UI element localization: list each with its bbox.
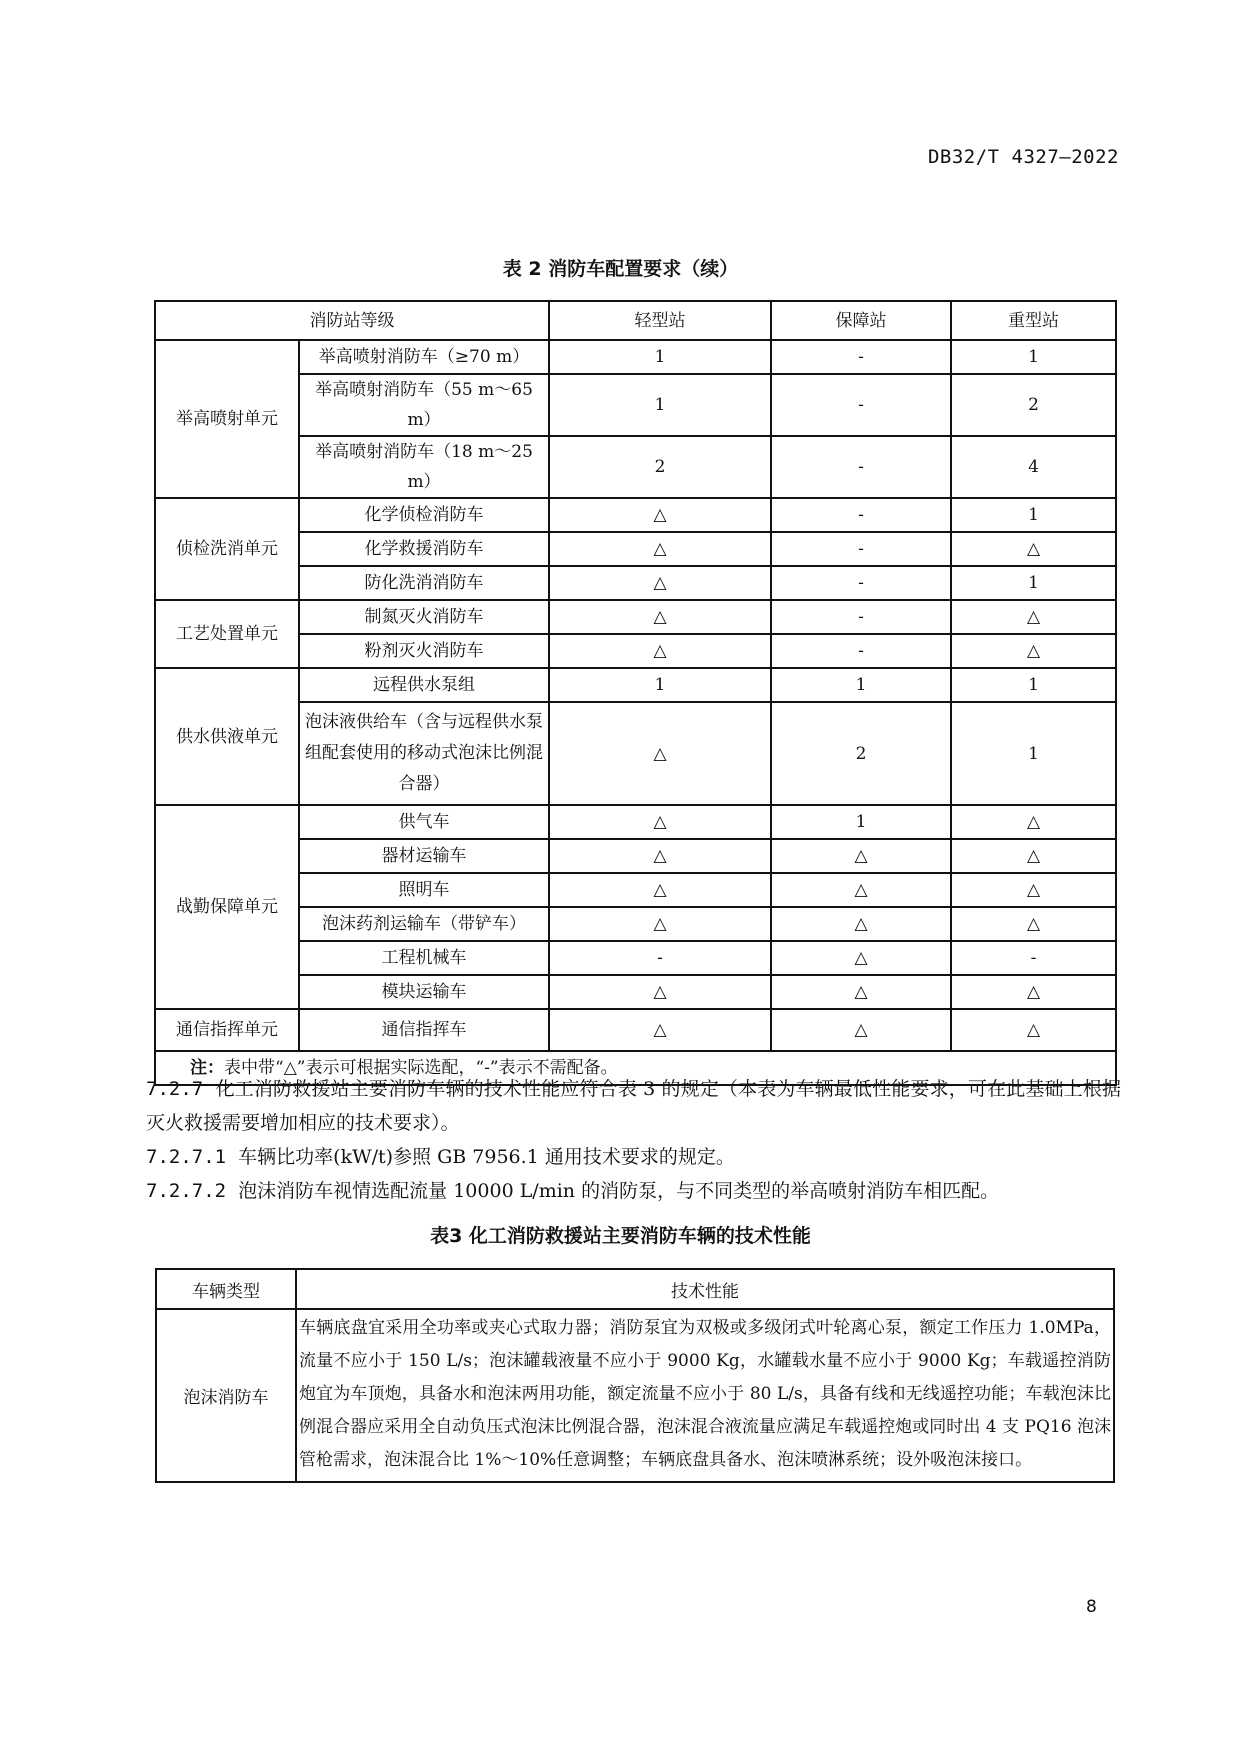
unit-cell: 举高喷射单元 <box>155 340 299 498</box>
support-cell: △ <box>771 975 951 1009</box>
light-cell: 2 <box>549 436 771 498</box>
support-cell: - <box>771 340 951 374</box>
clause-text: 化工消防救援站主要消防车辆的技术性能应符合表 3 的规定（本表为车辆最低性能要求，可在此基础上根据灭火救援需要增加相应的技术要求）。 <box>146 1078 1121 1134</box>
unit-cell: 侦检洗消单元 <box>155 498 299 600</box>
vehicle-cell: 通信指挥车 <box>299 1009 549 1051</box>
support-cell: △ <box>771 941 951 975</box>
table2-title: 表 2 消防车配置要求（续） <box>502 258 739 280</box>
table-header-row <box>155 301 1116 340</box>
table-row <box>155 436 1116 498</box>
vehicle-cell: 举高喷射消防车（55 m～65 m） <box>299 374 549 436</box>
light-cell: △ <box>549 498 771 532</box>
vehicle-cell: 防化洗消消防车 <box>299 566 549 600</box>
header-heavy-station: 重型站 <box>951 301 1116 340</box>
clause-text: 车辆比功率(kW/t)参照 GB 7956.1 通用技术要求的规定。 <box>238 1146 735 1168</box>
table-row <box>155 600 1116 634</box>
table-row <box>155 975 1116 1009</box>
heavy-cell: △ <box>951 839 1116 873</box>
unit-cell: 工艺处置单元 <box>155 600 299 668</box>
vehicle-cell: 供气车 <box>299 805 549 839</box>
clause-number: 7.2.7 <box>146 1078 204 1100</box>
support-cell: - <box>771 532 951 566</box>
table-row <box>155 805 1116 839</box>
clause-number: 7.2.7.1 <box>146 1146 227 1168</box>
vehicle-cell: 模块运输车 <box>299 975 549 1009</box>
support-cell: △ <box>771 1009 951 1051</box>
support-cell: △ <box>771 839 951 873</box>
light-cell: △ <box>549 873 771 907</box>
heavy-cell: △ <box>951 805 1116 839</box>
table2-fire-truck-configuration <box>154 300 1117 1086</box>
clause-number: 7.2.7.2 <box>146 1180 227 1202</box>
note-text: 表中带“△”表示可根据实际选配，“-”表示不需配备。 <box>224 1058 618 1078</box>
table-row <box>156 1309 1114 1482</box>
vehicle-cell: 举高喷射消防车（18 m～25 m） <box>299 436 549 498</box>
light-cell: △ <box>549 975 771 1009</box>
heavy-cell: 2 <box>951 374 1116 436</box>
header-support-station: 保障站 <box>771 301 951 340</box>
table-row <box>155 1009 1116 1051</box>
light-cell: △ <box>549 805 771 839</box>
table-row <box>155 532 1116 566</box>
unit-cell: 供水供液单元 <box>155 668 299 805</box>
vehicle-cell: 化学侦检消防车 <box>299 498 549 532</box>
header-vehicle-type: 车辆类型 <box>156 1269 296 1309</box>
heavy-cell: △ <box>951 600 1116 634</box>
light-cell: △ <box>549 1009 771 1051</box>
paragraph-7-2-7-2 <box>146 1174 1121 1208</box>
table-row <box>155 566 1116 600</box>
light-cell: △ <box>549 600 771 634</box>
table-row <box>155 498 1116 532</box>
vehicle-cell: 器材运输车 <box>299 839 549 873</box>
table-row <box>155 702 1116 805</box>
header-technical-performance: 技术性能 <box>296 1269 1114 1309</box>
heavy-cell: △ <box>951 907 1116 941</box>
vehicle-cell: 照明车 <box>299 873 549 907</box>
table-row <box>155 907 1116 941</box>
heavy-cell: 1 <box>951 668 1116 702</box>
heavy-cell: △ <box>951 873 1116 907</box>
paragraph-7-2-7 <box>146 1072 1121 1140</box>
note-label: 注： <box>190 1058 224 1078</box>
unit-cell: 通信指挥单元 <box>155 1009 299 1051</box>
vehicle-cell: 化学救援消防车 <box>299 532 549 566</box>
performance-cell: 车辆底盘宜采用全功率或夹心式取力器；消防泵宜为双极或多级闭式叶轮离心泵，额定工作压力 1.0MPa，流量不应小于 150 L/s；泡沫罐载液量不应小于 9000 Kg，水罐载水量不应小于 9000 Kg；车载遥控消防炮宜为车顶炮，具备水和泡沫两用功能，额定流量不应小于 80 L/s，具备有线和无线遥控功能；车载泡沫比例混合器应采用全自动负压式泡沫比例混合器，泡沫混合液流量应满足车载遥控炮或同时出 4 支 PQ16 泡沫管枪需求，泡沫混合比 1%～10%任意调整；车辆底盘具备水、泡沫喷淋系统；设外吸泡沫接口。 <box>296 1309 1114 1482</box>
vehicle-cell: 举高喷射消防车（≥70 m） <box>299 340 549 374</box>
page-number: 8 <box>1086 1597 1097 1617</box>
header-station-level: 消防站等级 <box>155 301 549 340</box>
clause-text: 泡沫消防车视情选配流量 10000 L/min 的消防泵，与不同类型的举高喷射消防车相匹配。 <box>238 1180 1000 1202</box>
heavy-cell: - <box>951 941 1116 975</box>
support-cell: 2 <box>771 702 951 805</box>
table-row <box>155 839 1116 873</box>
light-cell: - <box>549 941 771 975</box>
heavy-cell: 4 <box>951 436 1116 498</box>
vehicle-cell: 粉剂灭火消防车 <box>299 634 549 668</box>
light-cell: △ <box>549 839 771 873</box>
document-code: DB32/T 4327—2022 <box>927 146 1119 168</box>
light-cell: △ <box>549 634 771 668</box>
header-light-station: 轻型站 <box>549 301 771 340</box>
light-cell: 1 <box>549 340 771 374</box>
table-row <box>155 873 1116 907</box>
support-cell: - <box>771 436 951 498</box>
support-cell: - <box>771 566 951 600</box>
table-row <box>155 941 1116 975</box>
unit-cell: 战勤保障单元 <box>155 805 299 1009</box>
table3-vehicle-technical-performance <box>155 1268 1115 1483</box>
heavy-cell: 1 <box>951 702 1116 805</box>
support-cell: - <box>771 634 951 668</box>
table-row <box>155 374 1116 436</box>
heavy-cell: 1 <box>951 340 1116 374</box>
light-cell: △ <box>549 532 771 566</box>
support-cell: 1 <box>771 668 951 702</box>
table-row <box>155 668 1116 702</box>
light-cell: △ <box>549 566 771 600</box>
heavy-cell: △ <box>951 975 1116 1009</box>
heavy-cell: 1 <box>951 498 1116 532</box>
table-row <box>155 340 1116 374</box>
vehicle-cell: 制氮灭火消防车 <box>299 600 549 634</box>
support-cell: 1 <box>771 805 951 839</box>
light-cell: △ <box>549 907 771 941</box>
vehicle-type-cell: 泡沫消防车 <box>156 1309 296 1482</box>
table-row <box>155 634 1116 668</box>
paragraph-7-2-7-1 <box>146 1140 1121 1174</box>
support-cell: △ <box>771 907 951 941</box>
heavy-cell: 1 <box>951 566 1116 600</box>
light-cell: △ <box>549 702 771 805</box>
vehicle-cell: 泡沫药剂运输车（带铲车） <box>299 907 549 941</box>
heavy-cell: △ <box>951 1009 1116 1051</box>
vehicle-cell: 远程供水泵组 <box>299 668 549 702</box>
support-cell: - <box>771 498 951 532</box>
support-cell: - <box>771 600 951 634</box>
vehicle-cell: 工程机械车 <box>299 941 549 975</box>
support-cell: - <box>771 374 951 436</box>
light-cell: 1 <box>549 374 771 436</box>
heavy-cell: △ <box>951 532 1116 566</box>
table3-title: 表3 化工消防救援站主要消防车辆的技术性能 <box>430 1225 811 1247</box>
heavy-cell: △ <box>951 634 1116 668</box>
vehicle-cell: 泡沫液供给车（含与远程供水泵组配套使用的移动式泡沫比例混合器） <box>299 702 549 805</box>
table-header-row <box>156 1269 1114 1309</box>
light-cell: 1 <box>549 668 771 702</box>
support-cell: △ <box>771 873 951 907</box>
